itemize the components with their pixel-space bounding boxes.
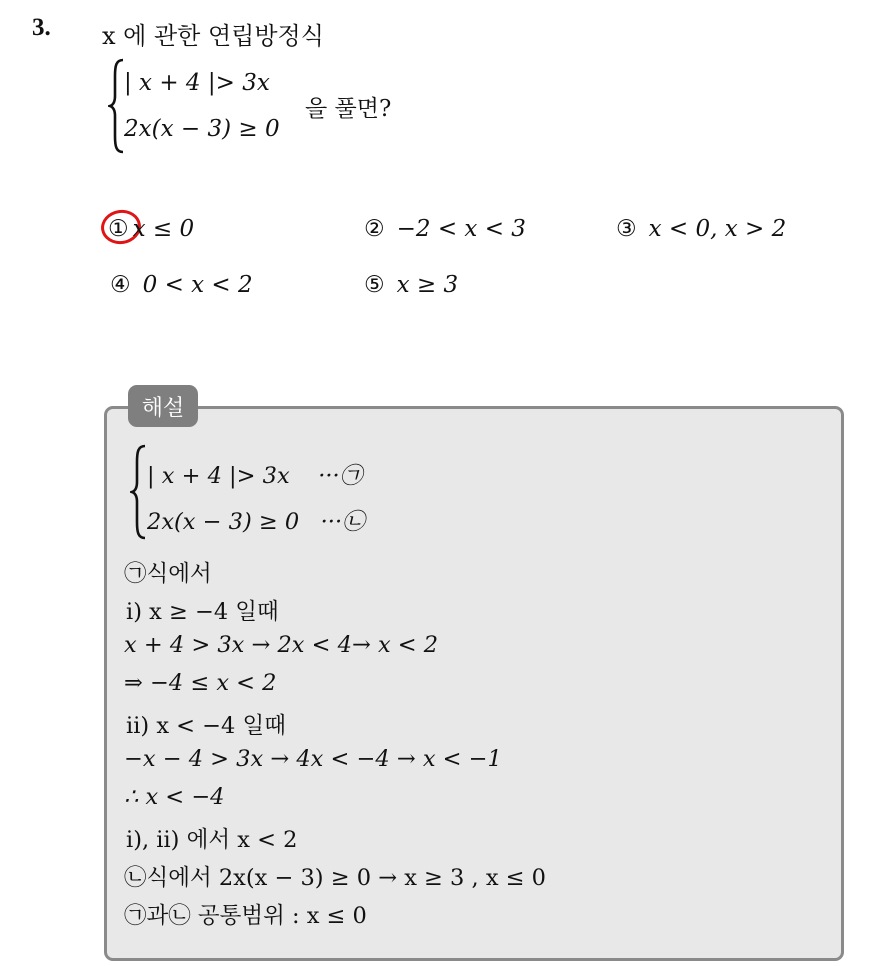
question-ask: 을 풀면? [305, 96, 392, 122]
choice-mark: ③ [616, 216, 637, 242]
solution-line-7: ∴ x < −4 [124, 784, 225, 810]
choice-4[interactable] [110, 272, 253, 298]
solution-line-5: ⅱ) x < −4 일때 [126, 713, 286, 739]
question-prompt: x 에 관한 연립방정식 [102, 22, 324, 50]
choice-mark: ⑤ [364, 272, 385, 298]
solution-line-9: ㉡식에서 2x(x − 3) ≥ 0 → x ≥ 3 , x ≤ 0 [124, 865, 546, 891]
system-line-2: 2x(x − 3) ≥ 0 [124, 116, 280, 142]
choice-text: 0 < x < 2 [142, 272, 253, 298]
system-line-1: | x + 4 |> 3x [124, 70, 270, 96]
choice-text: −2 < x < 3 [396, 216, 526, 242]
solution-line-2: ⅰ) x ≥ −4 일때 [126, 599, 279, 625]
choice-text: x ≤ 0 [132, 216, 195, 242]
solution-line-10: ㉠과㉡ 공통범위 : x ≤ 0 [124, 903, 367, 929]
question-number: 3. [32, 14, 51, 41]
choice-mark: ① [108, 216, 129, 242]
choice-1[interactable] [108, 216, 194, 242]
choice-5[interactable] [364, 272, 458, 298]
solution-system-brace [130, 444, 148, 540]
solution-line-6: −x − 4 > 3x → 4x < −4 → x < −1 [124, 746, 502, 772]
solution-line-8: ⅰ), ⅱ) 에서 x < 2 [126, 827, 298, 853]
solution-system-line-1: | x + 4 |> 3x ···㉠ [147, 463, 363, 489]
choice-2[interactable] [364, 216, 526, 242]
solution-line-3: x + 4 > 3x → 2x < 4→ x < 2 [124, 632, 439, 658]
solution-system-line-2: 2x(x − 3) ≥ 0 ···㉡ [147, 509, 365, 535]
choice-text: x < 0, x > 2 [648, 216, 787, 242]
choice-text: x ≥ 3 [396, 272, 459, 298]
choice-3[interactable] [616, 216, 786, 242]
choice-mark: ② [364, 216, 385, 242]
solution-line-1: ㉠식에서 [124, 561, 212, 587]
solution-line-4: ⇒ −4 ≤ x < 2 [124, 670, 277, 696]
choice-mark: ④ [110, 272, 131, 298]
solution-tag: 해설 [128, 385, 198, 427]
